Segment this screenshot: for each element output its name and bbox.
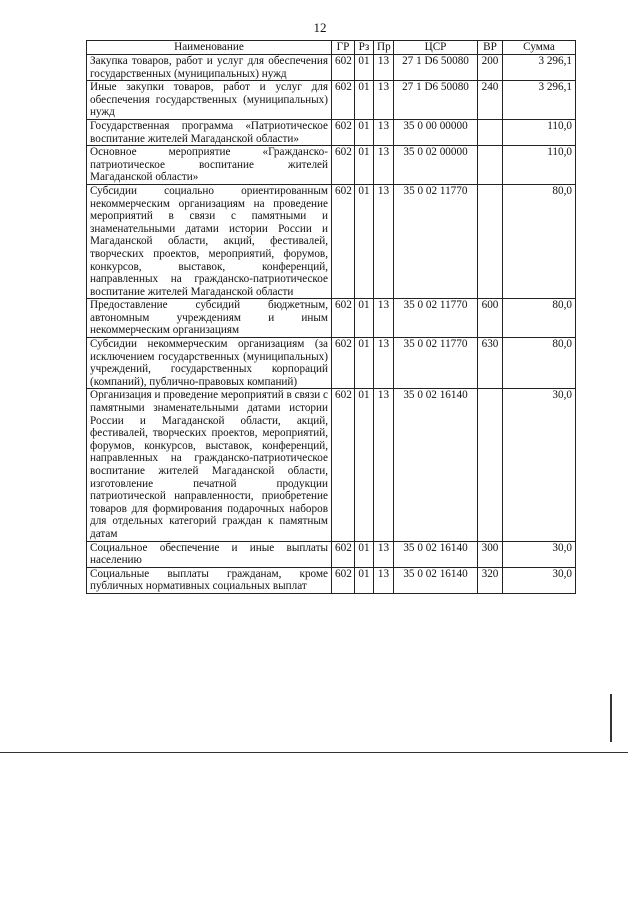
- cell-rz: 01: [355, 389, 374, 541]
- cell-rz: 01: [355, 567, 374, 593]
- cell-vr: 600: [478, 299, 503, 338]
- table-row: [87, 81, 576, 120]
- cell-gr: 602: [332, 119, 355, 145]
- cell-rz: 01: [355, 541, 374, 567]
- cell-pr: 13: [374, 389, 394, 541]
- cell-name: Субсидии некоммерческим организациям (за исключением государственных (муниципальных) учреждений, государственных корпораций (компаний), публично-правовых компаний): [87, 338, 332, 389]
- cell-rz: 01: [355, 119, 374, 145]
- cell-rz: 01: [355, 299, 374, 338]
- table-row: [87, 567, 576, 593]
- cell-csr: 35 0 02 11770: [394, 184, 478, 298]
- table-row: [87, 146, 576, 185]
- cell-csr: 35 0 02 11770: [394, 299, 478, 338]
- cell-pr: 13: [374, 55, 394, 81]
- cell-name: Предоставление субсидий бюджетным, автономным учреждениям и иным некоммерческим организациям: [87, 299, 332, 338]
- cell-name: Основное мероприятие «Гражданско-патриотическое воспитание жителей Магаданской области»: [87, 146, 332, 185]
- cell-rz: 01: [355, 81, 374, 120]
- cell-sum: 3 296,1: [503, 81, 576, 120]
- cell-rz: 01: [355, 146, 374, 185]
- cell-sum: 30,0: [503, 541, 576, 567]
- header-row: [87, 41, 576, 55]
- table-row: [87, 299, 576, 338]
- cell-csr: 35 0 02 00000: [394, 146, 478, 185]
- cell-sum: 3 296,1: [503, 55, 576, 81]
- header-name: Наименование: [87, 41, 332, 55]
- cell-name: Социальное обеспечение и иные выплаты населению: [87, 541, 332, 567]
- header-csr: ЦСР: [394, 41, 478, 55]
- edge-mark: [610, 694, 612, 742]
- cell-vr: 240: [478, 81, 503, 120]
- cell-vr: 300: [478, 541, 503, 567]
- cell-gr: 602: [332, 541, 355, 567]
- table-row: [87, 541, 576, 567]
- cell-vr: [478, 146, 503, 185]
- header-vr: ВР: [478, 41, 503, 55]
- cell-name: Государственная программа «Патриотическое воспитание жителей Магаданской области»: [87, 119, 332, 145]
- cell-name: Организация и проведение мероприятий в связи с памятными знаменательными датами истории России и Магаданской области, акций, фестивалей, творческих проектов, мероприятий, форумов, конкурсов, выставок, конференций, направленных на гражданско-патриотическое воспитание жителей Магаданской области, изготовление печатной продукции патриотической направленности, приобретение товаров для формирования подарочных наборов для отдельных категорий граждан к памятным датам: [87, 389, 332, 541]
- cell-sum: 80,0: [503, 338, 576, 389]
- cell-gr: 602: [332, 146, 355, 185]
- cell-vr: 200: [478, 55, 503, 81]
- cell-csr: 35 0 02 11770: [394, 338, 478, 389]
- cell-vr: [478, 184, 503, 298]
- cell-gr: 602: [332, 81, 355, 120]
- cell-gr: 602: [332, 55, 355, 81]
- page-number: 12: [313, 20, 327, 35]
- cell-gr: 602: [332, 184, 355, 298]
- cell-vr: 320: [478, 567, 503, 593]
- cell-pr: 13: [374, 299, 394, 338]
- cell-csr: 35 0 02 16140: [394, 541, 478, 567]
- cell-pr: 13: [374, 81, 394, 120]
- cell-csr: 35 0 02 16140: [394, 389, 478, 541]
- cell-gr: 602: [332, 567, 355, 593]
- cell-pr: 13: [374, 567, 394, 593]
- cell-name: Иные закупки товаров, работ и услуг для обеспечения государственных (муниципальных) нужд: [87, 81, 332, 120]
- cell-gr: 602: [332, 338, 355, 389]
- cell-sum: 110,0: [503, 146, 576, 185]
- cell-name: Субсидии социально ориентированным некоммерческим организациям на проведение мероприятий в связи с памятными и знаменательными датами истории России и Магаданской области, акций, фестивалей, творческих проектов, мероприятий, форумов, конкурсов, выставок, конференций, направленных на гражданско-патриотическое воспитание жителей Магаданской области: [87, 184, 332, 298]
- footer-divider: [0, 752, 628, 753]
- header-pr: Пр: [374, 41, 394, 55]
- cell-sum: 110,0: [503, 119, 576, 145]
- cell-name: Социальные выплаты гражданам, кроме публичных нормативных социальных выплат: [87, 567, 332, 593]
- cell-pr: 13: [374, 541, 394, 567]
- cell-csr: 27 1 D6 50080: [394, 55, 478, 81]
- cell-rz: 01: [355, 55, 374, 81]
- cell-vr: [478, 119, 503, 145]
- budget-table: [86, 40, 576, 594]
- header-gr: ГР: [332, 41, 355, 55]
- cell-pr: 13: [374, 184, 394, 298]
- table-row: [87, 119, 576, 145]
- table-row: [87, 389, 576, 541]
- cell-rz: 01: [355, 338, 374, 389]
- table-row: [87, 184, 576, 298]
- header-rz: Рз: [355, 41, 374, 55]
- table-row: [87, 55, 576, 81]
- cell-pr: 13: [374, 146, 394, 185]
- cell-sum: 30,0: [503, 567, 576, 593]
- cell-rz: 01: [355, 184, 374, 298]
- cell-sum: 30,0: [503, 389, 576, 541]
- cell-csr: 35 0 00 00000: [394, 119, 478, 145]
- cell-vr: 630: [478, 338, 503, 389]
- cell-vr: [478, 389, 503, 541]
- cell-gr: 602: [332, 389, 355, 541]
- cell-pr: 13: [374, 119, 394, 145]
- cell-sum: 80,0: [503, 184, 576, 298]
- cell-gr: 602: [332, 299, 355, 338]
- cell-csr: 35 0 02 16140: [394, 567, 478, 593]
- cell-csr: 27 1 D6 50080: [394, 81, 478, 120]
- cell-name: Закупка товаров, работ и услуг для обеспечения государственных (муниципальных) нужд: [87, 55, 332, 81]
- cell-pr: 13: [374, 338, 394, 389]
- header-sum: Сумма: [503, 41, 576, 55]
- table-row: [87, 338, 576, 389]
- cell-sum: 80,0: [503, 299, 576, 338]
